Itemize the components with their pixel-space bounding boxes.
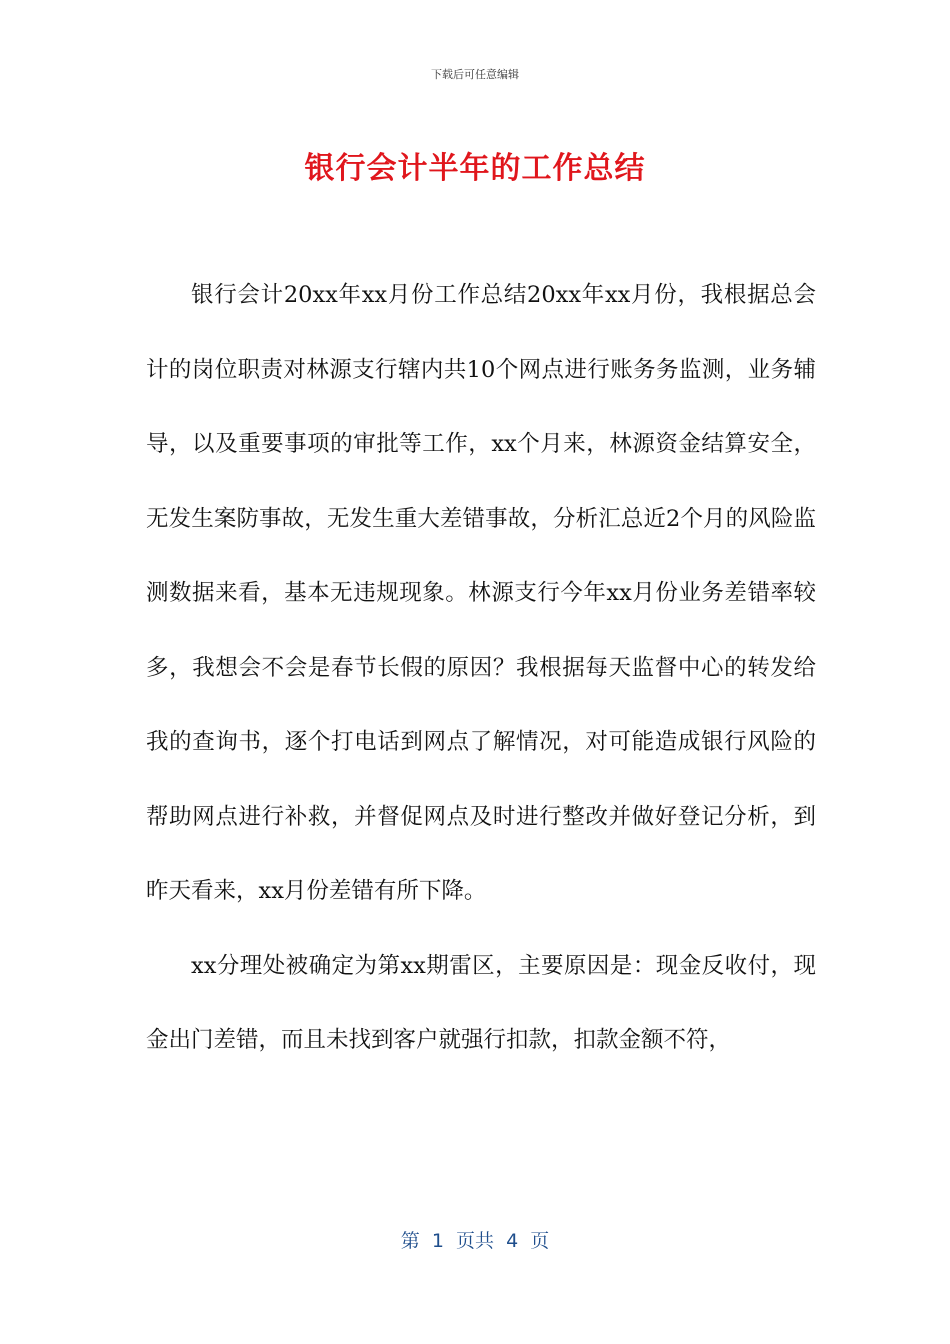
paragraph-1: 银行会计20xx年xx月份工作总结20xx年xx月份，我根据总会计的岗位职责对林源支行辖内共10个网点进行账务务监测，业务辅导，以及重要事项的审批等工作，xx个月来，林源资金结算安全，无发生案防事故，无发生重大差错事故，分析汇总近2个月的风险监测数据来看，基本无违规现象。林源支行今年xx月份业务差错率较多，我想会不会是春节长假的原因？我根据每天监督中心的转发给我的查询书，逐个打电话到网点了解情况，对可能造成银行风险的帮助网点进行补救，并督促网点及时进行整改并做好登记分析，到昨天看来，xx月份差错有所下降。 (146, 282, 816, 904)
paragraph-2: xx分理处被确定为第xx期雷区，主要原因是：现金反收付，现金出门差错，而且未找到客户就强行扣款，扣款金额不符， (146, 952, 816, 1053)
page-number-footer (0, 1226, 950, 1253)
document-title: 银行会计半年的工作总结 (304, 151, 646, 186)
document-body (146, 258, 816, 1078)
page-number-label: 第 1 页共 4 页 (400, 1230, 550, 1252)
header-note: 下载后可任意编辑 (431, 68, 519, 81)
